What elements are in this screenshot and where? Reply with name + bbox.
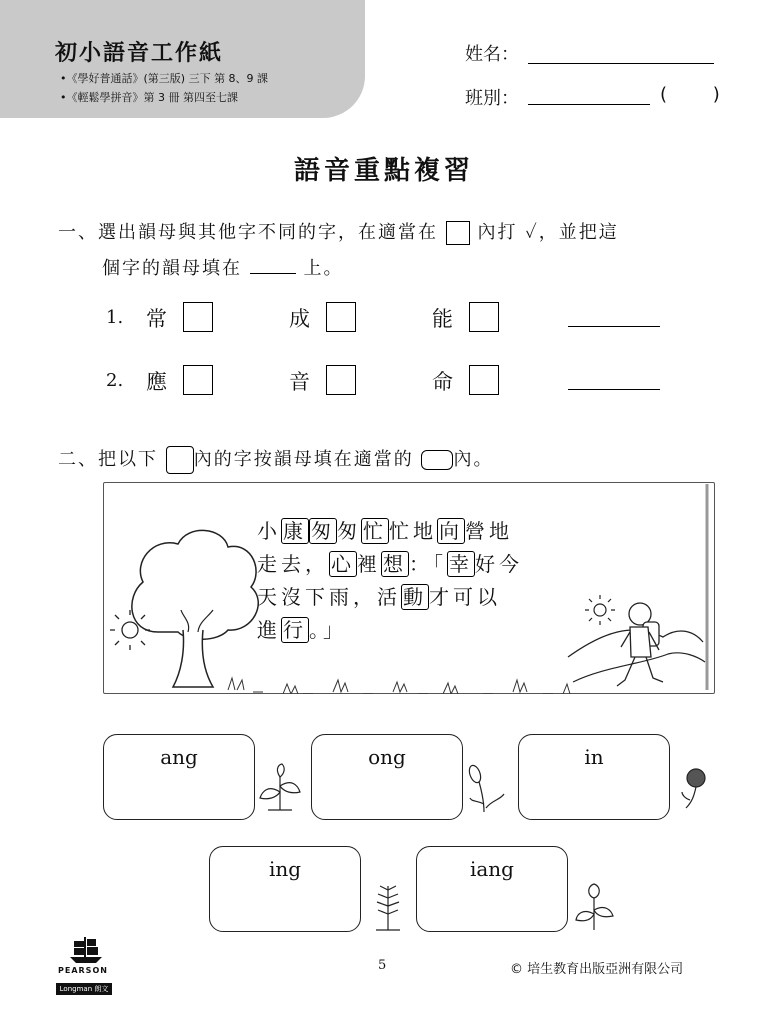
pinyin-box-ang[interactable] (103, 734, 255, 820)
char-box-sample-icon (166, 446, 194, 474)
answer-checkbox[interactable] (469, 302, 499, 332)
page-number: 5 (378, 958, 387, 973)
item-char: 命 (432, 370, 453, 394)
name-label: 姓名： (465, 44, 519, 65)
wheat-plant-icon (466, 764, 508, 814)
bud-plant-icon (573, 880, 615, 932)
story-line (257, 515, 523, 548)
story-text-segment: ：「 (409, 552, 447, 576)
boxed-character: 忙 (363, 519, 387, 543)
story-text-segment: 忙地 (389, 519, 437, 543)
answer-checkbox[interactable] (183, 365, 213, 395)
pinyin-box-ong[interactable] (311, 734, 463, 820)
answer-checkbox[interactable] (326, 365, 356, 395)
pinyin-box-in[interactable] (518, 734, 670, 820)
sun-icon (585, 595, 615, 625)
source-line-1: •《學好普通話》(第三版) 三下 第 8、9 課 (60, 72, 269, 85)
item-char: 應 (146, 370, 167, 394)
q2-instruction: 二、把以下 內的字按韻母填在適當的 內。 (58, 445, 493, 474)
item-char: 音 (289, 370, 310, 394)
pinyin-label: iang (469, 857, 514, 881)
worksheet-title: 初小語音工作紙 (55, 41, 224, 66)
publisher-name: PEARSON (58, 966, 108, 975)
grass-icon (228, 678, 570, 694)
item-char: 成 (289, 307, 310, 331)
page-title: 語音重點複習 (293, 156, 474, 186)
blank-sample (250, 259, 296, 274)
item-char: 常 (146, 307, 167, 331)
pinyin-label: ong (368, 745, 406, 769)
story-line (257, 548, 523, 581)
boxed-character: 向 (439, 519, 463, 543)
story-text (257, 515, 523, 647)
dandelion-icon (678, 766, 714, 810)
boxed-character: 幸 (449, 552, 473, 576)
sun-icon (110, 610, 150, 650)
pinyin-label: ing (268, 857, 302, 881)
class-field[interactable] (528, 104, 650, 105)
story-text-segment: 。」 (309, 618, 347, 642)
answer-checkbox[interactable] (326, 302, 356, 332)
item-number: 2. (106, 370, 124, 391)
answer-line[interactable] (568, 389, 660, 390)
q1-number: 一、 (58, 222, 98, 243)
answer-checkbox[interactable] (183, 302, 213, 332)
story-text-segment: 小 (257, 519, 281, 543)
story-line (257, 614, 523, 647)
answer-line[interactable] (568, 326, 660, 327)
pearson-ship-logo-icon (66, 935, 106, 965)
item-number: 1. (106, 307, 124, 328)
tree-icon (132, 530, 258, 687)
boxed-character: 想 (383, 552, 407, 576)
story-text-segment: 匆 (337, 519, 361, 543)
boxed-character: 康 (283, 519, 307, 543)
boxed-character: 動 (403, 585, 427, 609)
story-text-segment: 裡 (357, 552, 381, 576)
pinyin-label: in (584, 745, 604, 769)
boxed-character: 心 (331, 552, 355, 576)
story-text-segment: 進 (257, 618, 281, 642)
boxed-character: 行 (283, 618, 307, 642)
class-number-field[interactable]: ( ) (660, 84, 740, 105)
boxed-character: 匆 (311, 519, 335, 543)
rounded-box-sample-icon (421, 450, 453, 470)
copyright-notice: © 培生教育出版亞洲有限公司 (510, 962, 684, 977)
answer-checkbox[interactable] (469, 365, 499, 395)
q2-number: 二、 (58, 449, 98, 470)
story-line (257, 581, 523, 614)
story-text-segment: 營地 (465, 519, 513, 543)
q1-instruction-line1: 一、選出韻母與其他字不同的字，在適當在 內打 ✓，並把這 (58, 222, 619, 243)
story-text-segment: 好今 (475, 552, 523, 576)
checkbox-sample-icon (446, 221, 470, 245)
source-line-2: •《輕鬆學拼音》第 3 冊 第四至七課 (60, 91, 238, 104)
class-label: 班別： (465, 88, 519, 109)
sprout-plant-icon (258, 762, 302, 812)
story-text-segment: 才可以 (429, 585, 501, 609)
story-text-segment: 天沒下雨，活 (257, 585, 401, 609)
name-field[interactable] (528, 63, 714, 64)
grain-plant-icon (368, 880, 408, 932)
item-char: 能 (432, 307, 453, 331)
hiker-boy-icon (617, 603, 663, 686)
imprint-label: Longman 朗文 (56, 983, 112, 995)
pinyin-box-iang[interactable] (416, 846, 568, 932)
q1-instruction-line2: 個字的韻母填在 上。 (102, 258, 344, 279)
story-text-segment: 走去， (257, 552, 329, 576)
pinyin-label: ang (160, 745, 198, 769)
pinyin-box-ing[interactable] (209, 846, 361, 932)
